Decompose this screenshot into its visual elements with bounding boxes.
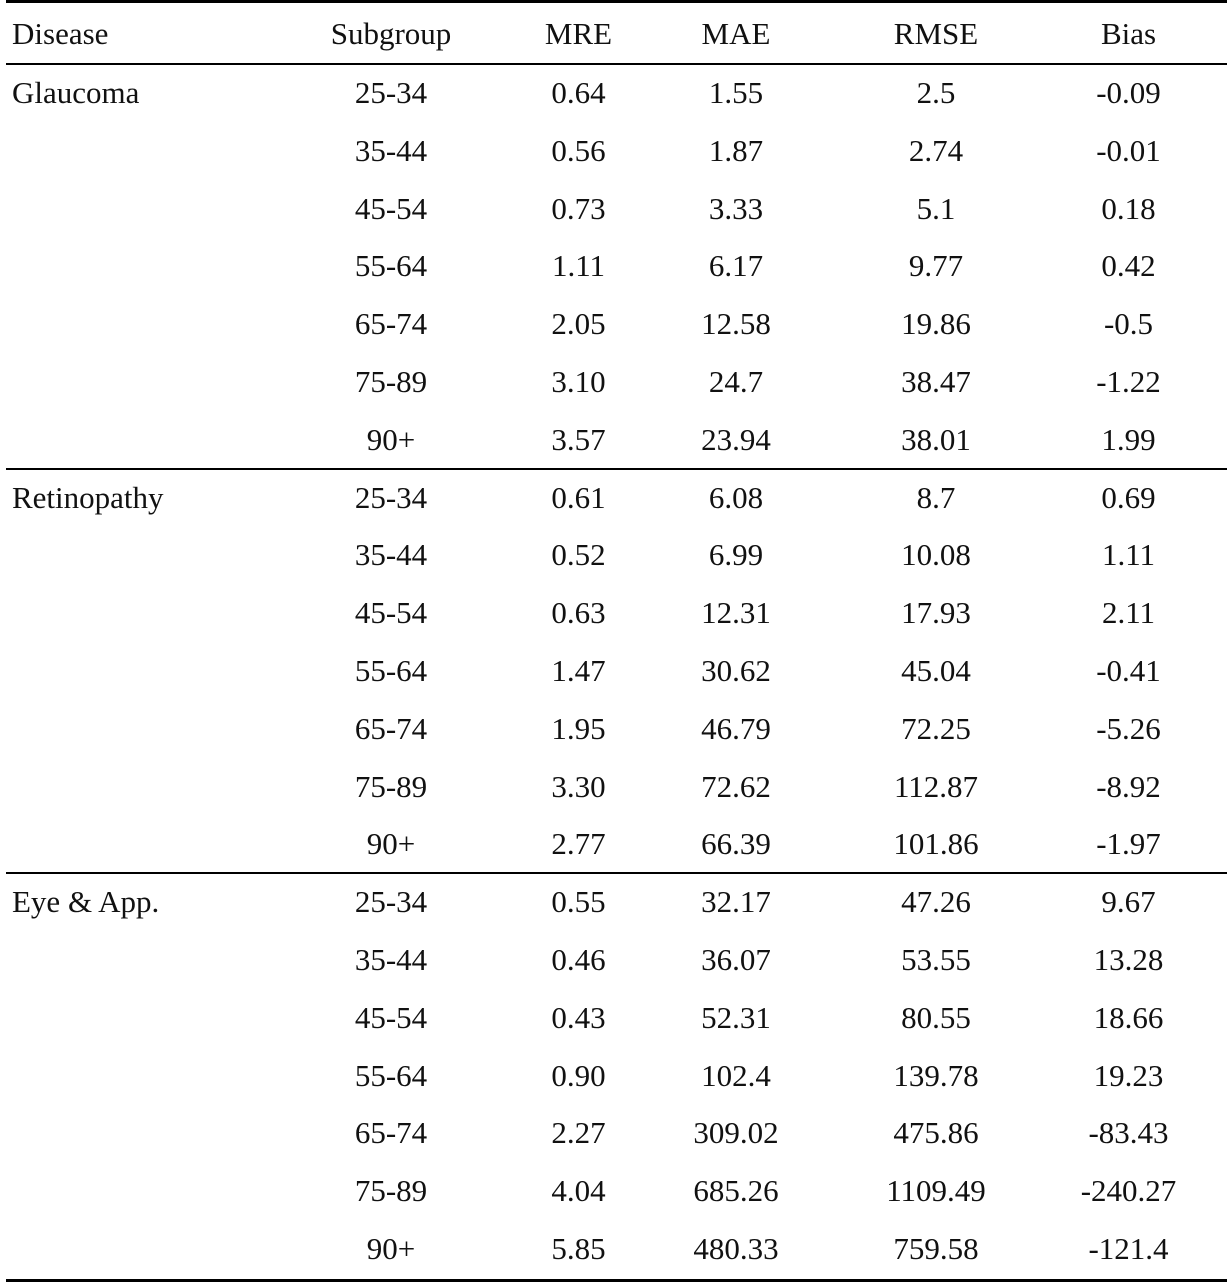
- subgroup-cell: 75-89: [354, 1173, 428, 1208]
- subgroup-cell: 55-64: [354, 1058, 428, 1093]
- mae-cell: 36.07: [701, 942, 771, 977]
- mre-cell: 0.43: [551, 1000, 606, 1035]
- column-header: Subgroup: [330, 16, 452, 51]
- bias-cell: 13.28: [1093, 942, 1164, 977]
- bias-cell: 1.11: [1101, 537, 1156, 572]
- rmse-cell: 9.77: [908, 248, 964, 283]
- mae-cell: 46.79: [701, 711, 771, 746]
- mre-cell: 2.27: [551, 1115, 606, 1150]
- bias-cell: 2.11: [1101, 595, 1156, 630]
- disease-label: Eye & App.: [12, 884, 160, 919]
- mre-cell: 3.10: [551, 364, 606, 399]
- rmse-cell: 19.86: [901, 306, 971, 341]
- bias-cell: -0.5: [1103, 306, 1154, 341]
- subgroup-cell: 45-54: [354, 1000, 428, 1035]
- mre-cell: 0.55: [551, 884, 606, 919]
- subgroup-cell: 35-44: [354, 942, 428, 977]
- rmse-cell: 112.87: [893, 769, 979, 804]
- bias-cell: 19.23: [1093, 1058, 1164, 1093]
- mae-cell: 6.08: [708, 480, 764, 515]
- rmse-cell: 45.04: [901, 653, 971, 688]
- mae-cell: 309.02: [693, 1115, 779, 1150]
- subgroup-cell: 25-34: [354, 480, 428, 515]
- mre-cell: 0.73: [551, 191, 606, 226]
- mre-cell: 0.90: [551, 1058, 606, 1093]
- mae-cell: 480.33: [693, 1231, 779, 1266]
- mae-cell: 12.58: [701, 306, 771, 341]
- rmse-cell: 72.25: [901, 711, 971, 746]
- bias-cell: 1.99: [1101, 422, 1156, 457]
- mae-cell: 23.94: [701, 422, 771, 457]
- column-header: MRE: [544, 16, 613, 51]
- column-header: Bias: [1100, 16, 1157, 51]
- mae-cell: 1.87: [708, 133, 764, 168]
- rmse-cell: 38.01: [901, 422, 971, 457]
- subgroup-cell: 75-89: [354, 769, 428, 804]
- rmse-cell: 47.26: [901, 884, 971, 919]
- disease-label: Retinopathy: [12, 480, 164, 515]
- bias-cell: -240.27: [1080, 1173, 1177, 1208]
- rmse-cell: 17.93: [901, 595, 971, 630]
- rmse-cell: 759.58: [893, 1231, 979, 1266]
- rmse-cell: 475.86: [893, 1115, 979, 1150]
- rmse-cell: 2.5: [916, 75, 956, 110]
- rmse-cell: 139.78: [893, 1058, 979, 1093]
- mre-cell: 1.11: [551, 248, 606, 283]
- rmse-cell: 2.74: [908, 133, 964, 168]
- column-header: Disease: [12, 16, 109, 51]
- bias-cell: -5.26: [1096, 711, 1161, 746]
- mre-cell: 0.64: [551, 75, 606, 110]
- bias-cell: -0.01: [1096, 133, 1161, 168]
- mae-cell: 6.17: [708, 248, 764, 283]
- mae-cell: 3.33: [708, 191, 764, 226]
- bias-cell: -0.41: [1096, 653, 1161, 688]
- subgroup-cell: 55-64: [354, 248, 428, 283]
- mae-cell: 1.55: [708, 75, 764, 110]
- bias-cell: -83.43: [1088, 1115, 1169, 1150]
- subgroup-cell: 35-44: [354, 537, 428, 572]
- rmse-cell: 10.08: [901, 537, 971, 572]
- rmse-cell: 1109.49: [886, 1173, 986, 1208]
- subgroup-cell: 45-54: [354, 595, 428, 630]
- bias-cell: -8.92: [1096, 769, 1161, 804]
- bias-cell: 9.67: [1101, 884, 1156, 919]
- mre-cell: 3.30: [551, 769, 606, 804]
- top-rule: [6, 0, 1227, 3]
- disease-label: Glaucoma: [12, 75, 140, 110]
- rmse-cell: 5.1: [916, 191, 956, 226]
- mae-cell: 30.62: [701, 653, 771, 688]
- subgroup-cell: 65-74: [354, 1115, 428, 1150]
- rmse-cell: 53.55: [901, 942, 971, 977]
- mae-cell: 52.31: [701, 1000, 771, 1035]
- mae-cell: 102.4: [701, 1058, 771, 1093]
- mre-cell: 5.85: [551, 1231, 606, 1266]
- subgroup-cell: 55-64: [354, 653, 428, 688]
- mae-cell: 24.7: [708, 364, 764, 399]
- bias-cell: -1.97: [1096, 826, 1161, 861]
- subgroup-cell: 65-74: [354, 711, 428, 746]
- column-header: MAE: [701, 16, 771, 51]
- bias-cell: -1.22: [1096, 364, 1161, 399]
- bias-cell: -121.4: [1088, 1231, 1169, 1266]
- mre-cell: 1.95: [551, 711, 606, 746]
- bias-cell: 0.69: [1101, 480, 1156, 515]
- mae-cell: 6.99: [708, 537, 764, 572]
- subgroup-cell: 65-74: [354, 306, 428, 341]
- mae-cell: 66.39: [701, 826, 771, 861]
- mae-cell: 32.17: [701, 884, 771, 919]
- subgroup-cell: 25-34: [354, 75, 428, 110]
- mre-cell: 4.04: [551, 1173, 606, 1208]
- rmse-cell: 80.55: [901, 1000, 971, 1035]
- subgroup-cell: 90+: [366, 826, 416, 861]
- mae-cell: 72.62: [701, 769, 771, 804]
- subgroup-cell: 75-89: [354, 364, 428, 399]
- bias-cell: -0.09: [1096, 75, 1161, 110]
- subgroup-cell: 45-54: [354, 191, 428, 226]
- bias-cell: 18.66: [1093, 1000, 1164, 1035]
- mre-cell: 0.63: [551, 595, 606, 630]
- rmse-cell: 8.7: [916, 480, 956, 515]
- mae-cell: 12.31: [701, 595, 771, 630]
- mre-cell: 0.56: [551, 133, 606, 168]
- rmse-cell: 38.47: [901, 364, 971, 399]
- subgroup-cell: 90+: [366, 422, 416, 457]
- bias-cell: 0.42: [1101, 248, 1156, 283]
- subgroup-cell: 35-44: [354, 133, 428, 168]
- mre-cell: 1.47: [551, 653, 606, 688]
- mre-cell: 3.57: [551, 422, 606, 457]
- mre-cell: 2.05: [551, 306, 606, 341]
- mae-cell: 685.26: [693, 1173, 779, 1208]
- mre-cell: 0.61: [551, 480, 606, 515]
- mre-cell: 2.77: [551, 826, 606, 861]
- mre-cell: 0.52: [551, 537, 606, 572]
- mre-cell: 0.46: [551, 942, 606, 977]
- subgroup-cell: 25-34: [354, 884, 428, 919]
- bias-cell: 0.18: [1101, 191, 1156, 226]
- subgroup-cell: 90+: [366, 1231, 416, 1266]
- column-header: RMSE: [893, 16, 979, 51]
- rmse-cell: 101.86: [893, 826, 979, 861]
